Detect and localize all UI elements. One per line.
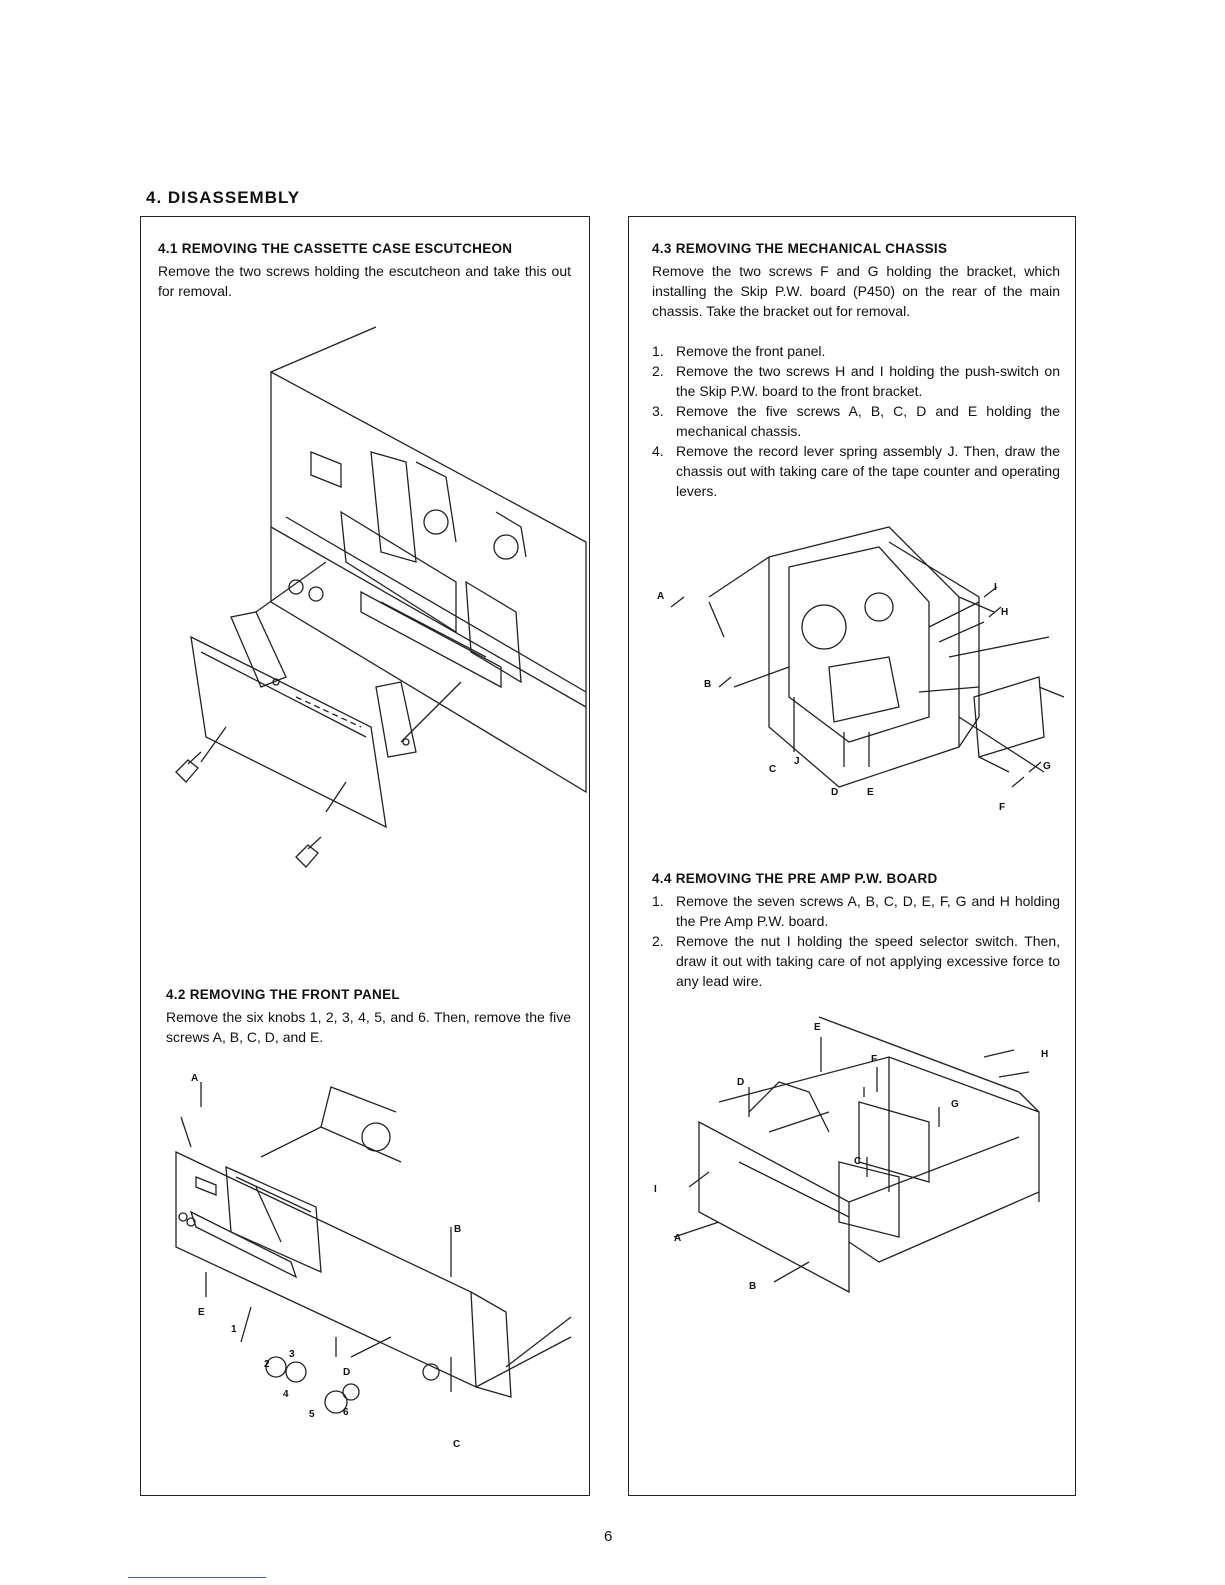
section-4-3-step: 3. Remove the five screws A, B, C, D and E holding the mechanical chassis. [652, 403, 1060, 439]
left-column [140, 216, 590, 1496]
fig2-label-a: A [191, 1073, 199, 1084]
pre-amp-board-figure [649, 1002, 1064, 1302]
fig3-label-f: F [999, 802, 1006, 813]
escutcheon-removal-figure [156, 312, 586, 882]
section-4-3-step: 2. Remove the two screws H and I holding the push-switch on the Skip P.W. board to the front bracket. [652, 363, 1060, 399]
fig4-label-h: H [1041, 1049, 1049, 1060]
fig3-label-h: H [1001, 607, 1009, 618]
fig2-knob-5: 5 [309, 1409, 315, 1420]
section-4-3-step: 4. Remove the record lever spring assembly J. Then, draw the chassis out with taking care of the tape counter and operating levers. [652, 443, 1060, 499]
fig2-label-d: D [343, 1367, 351, 1378]
page-heading: 4. DISASSEMBLY [146, 188, 301, 207]
section-4-1-text: Remove the two screws holding the escutcheon and take this out for removal. [158, 263, 571, 299]
fig4-label-i: I [654, 1184, 657, 1195]
fig4-label-f: F [871, 1054, 878, 1065]
fig3-label-g: G [1043, 761, 1051, 772]
fig3-label-d: D [831, 787, 839, 798]
fig2-label-e: E [198, 1307, 205, 1318]
fig4-label-b: B [749, 1281, 757, 1292]
fig4-label-g: G [951, 1099, 959, 1110]
page-number: 6 [604, 1528, 613, 1545]
front-panel-removal-figure [161, 1067, 586, 1457]
section-4-1-title: 4.1 REMOVING THE CASSETTE CASE ESCUTCHEON [158, 241, 513, 256]
footer-rule [128, 1577, 266, 1578]
section-4-3-title: 4.3 REMOVING THE MECHANICAL CHASSIS [652, 241, 948, 256]
fig2-knob-4: 4 [283, 1389, 289, 1400]
section-4-4-steps [652, 891, 1060, 991]
fig2-label-c: C [453, 1439, 461, 1450]
mechanical-chassis-figure [649, 517, 1064, 837]
fig4-label-e: E [814, 1022, 821, 1033]
section-4-4-step: 2. Remove the nut I holding the speed selector switch. Then, draw it out with taking care of not applying excessive force to any lead wire. [652, 933, 1060, 989]
section-4-2-text: Remove the six knobs 1, 2, 3, 4, 5, and 6. Then, remove the five screws A, B, C, D, and E. [166, 1009, 571, 1045]
section-4-4-step: 1. Remove the seven screws A, B, C, D, E, F, G and H holding the Pre Amp P.W. board. [652, 893, 1060, 929]
section-4-3-text: Remove the two screws F and G holding the bracket, which installing the Skip P.W. board (P450) on the rear of the main chassis. Take the bracket out for removal. [652, 263, 1060, 319]
fig4-label-c: C [854, 1156, 862, 1167]
fig2-knob-1: 1 [231, 1324, 237, 1335]
section-4-2-title: 4.2 REMOVING THE FRONT PANEL [166, 987, 400, 1002]
fig3-label-e: E [867, 787, 874, 798]
fig2-label-b: B [454, 1224, 462, 1235]
fig3-label-b: B [704, 679, 712, 690]
right-column [628, 216, 1076, 1496]
section-4-4-title: 4.4 REMOVING THE PRE AMP P.W. BOARD [652, 871, 938, 886]
fig3-label-i: I [994, 582, 997, 593]
fig3-label-a: A [657, 591, 665, 602]
fig2-knob-3: 3 [289, 1349, 295, 1360]
fig4-label-d: D [737, 1077, 745, 1088]
fig4-label-a: A [674, 1233, 682, 1244]
fig3-label-j: J [794, 756, 800, 767]
section-4-3-step: 1. Remove the front panel. [652, 343, 826, 359]
fig3-label-c: C [769, 764, 777, 775]
fig2-knob-6: 6 [343, 1407, 349, 1418]
section-4-3-steps [652, 341, 1060, 501]
fig2-knob-2: 2 [264, 1359, 270, 1370]
